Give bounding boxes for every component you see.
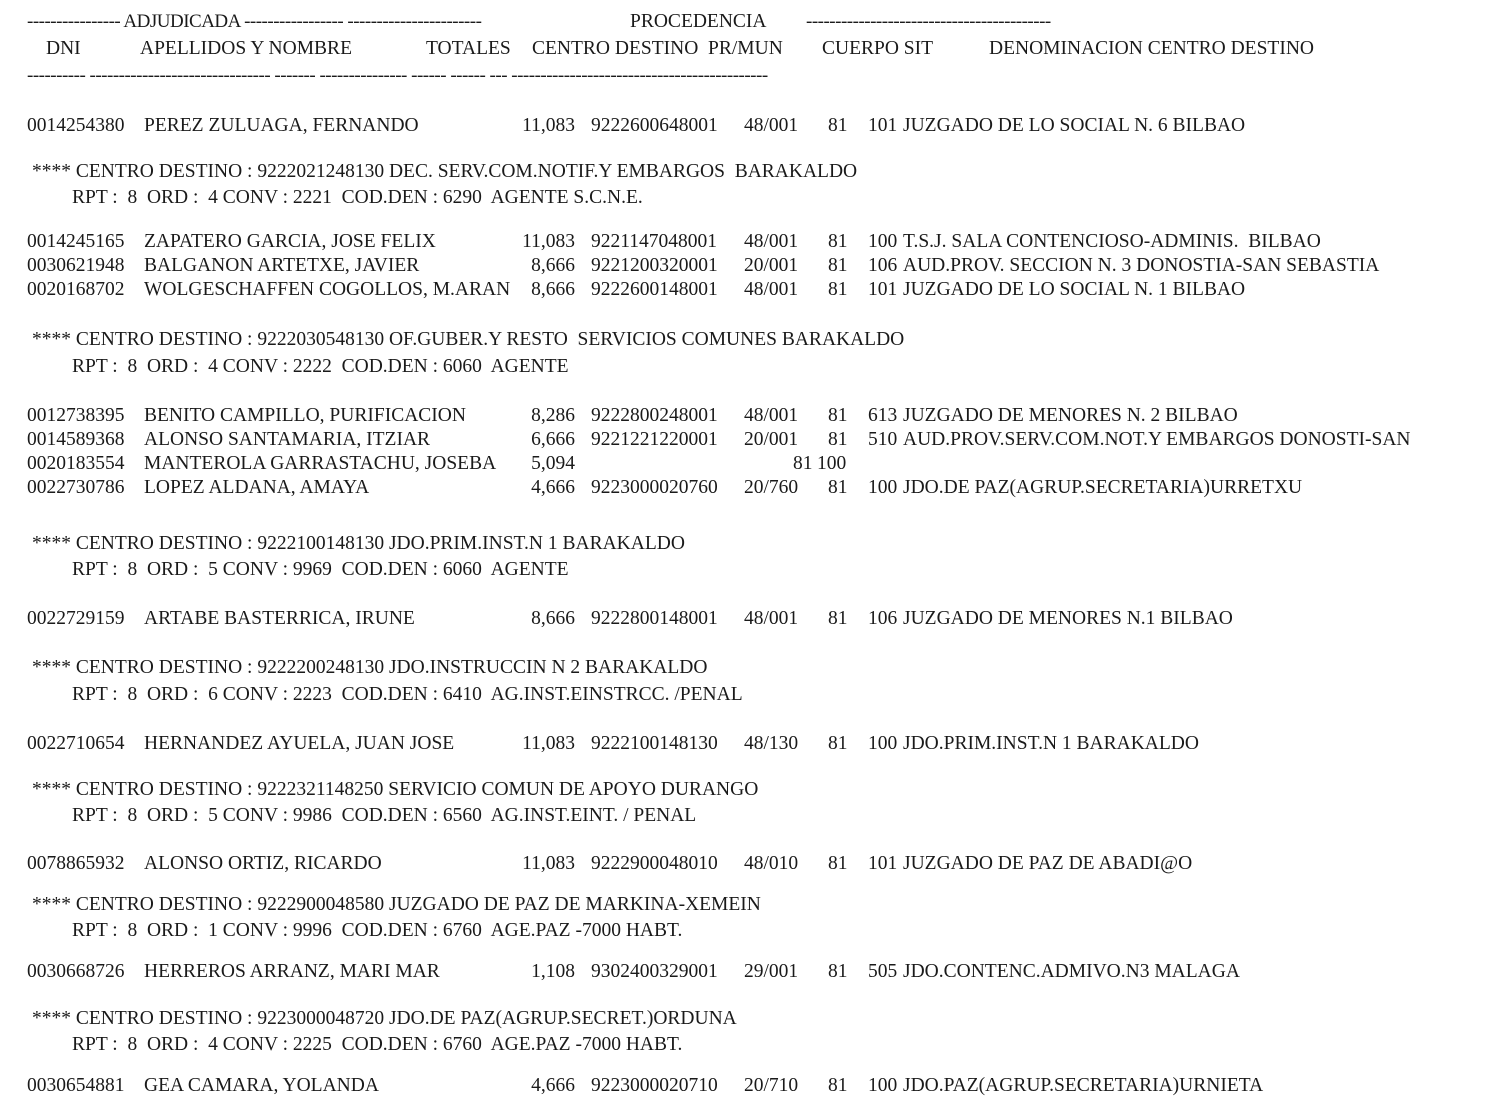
row-totales: 11,083 [522, 231, 575, 252]
row-sit: 100 [868, 477, 898, 498]
row-sit: 100 [868, 231, 898, 252]
centro-rpt-line: RPT : 8 ORD : 6 CONV : 2223 COD.DEN : 6410 AG.INST.EINSTRCC. /PENAL [72, 684, 743, 705]
row-name: MANTEROLA GARRASTACHU, JOSEBA [144, 453, 497, 474]
centro-destino-line: **** CENTRO DESTINO : 9222321148250 SERVICIO COMUN DE APOYO DURANGO [32, 779, 759, 800]
row-name: HERNANDEZ AYUELA, JUAN JOSE [144, 733, 455, 754]
header-col-dni: DNI [46, 38, 81, 59]
row-cuerpo: 81 [828, 477, 848, 498]
centro-rpt-line: RPT : 8 ORD : 4 CONV : 2225 COD.DEN : 6760 AGE.PAZ -7000 HABT. [72, 1034, 683, 1055]
centro-destino-line: **** CENTRO DESTINO : 9222030548130 OF.GUBER.Y RESTO SERVICIOS COMUNES BARAKALDO [32, 329, 905, 350]
row-dni: 0030621948 [27, 255, 125, 276]
row-totales: 8,666 [531, 608, 575, 629]
row-name: ALONSO ORTIZ, RICARDO [144, 853, 382, 874]
row-centro: 9221200320001 [591, 255, 718, 276]
row-name: ARTABE BASTERRICA, IRUNE [144, 608, 415, 629]
row-totales: 8,666 [531, 255, 575, 276]
row-denominacion: T.S.J. SALA CONTENCIOSO-ADMINIS. BILBAO [903, 231, 1321, 252]
row-sit: 106 [868, 608, 898, 629]
row-denominacion: JUZGADO DE LO SOCIAL N. 6 BILBAO [903, 115, 1246, 136]
row-sit: 505 [868, 961, 898, 982]
row-totales: 11,083 [522, 853, 575, 874]
row-centro: 9223000020760 [591, 477, 718, 498]
row-totales: 1,108 [531, 961, 575, 982]
header-col-name: APELLIDOS Y NOMBRE [140, 38, 352, 59]
row-sit: 106 [868, 255, 898, 276]
row-sit: 510 [868, 429, 898, 450]
row-sit: 101 [868, 853, 898, 874]
row-name: BALGANON ARTETXE, JAVIER [144, 255, 420, 276]
row-denominacion: AUD.PROV.SERV.COM.NOT.Y EMBARGOS DONOSTI-SAN [903, 429, 1411, 450]
centro-rpt-line: RPT : 8 ORD : 4 CONV : 2222 COD.DEN : 6060 AGENTE [72, 356, 569, 377]
row-prmun: 20/760 [744, 477, 799, 498]
row-name: LOPEZ ALDANA, AMAYA [144, 477, 370, 498]
row-denominacion: JDO.PRIM.INST.N 1 BARAKALDO [903, 733, 1199, 754]
row-cuerpo: 81 [828, 853, 848, 874]
centro-destino-line: **** CENTRO DESTINO : 9222100148130 JDO.PRIM.INST.N 1 BARAKALDO [32, 533, 685, 554]
row-denominacion: JDO.PAZ(AGRUP.SECRETARIA)URNIETA [903, 1075, 1264, 1096]
centro-destino-line: **** CENTRO DESTINO : 9222900048580 JUZGADO DE PAZ DE MARKINA-XEMEIN [32, 894, 761, 915]
row-cuerpo: 81 [828, 405, 848, 426]
row-sit: 613 [868, 405, 898, 426]
row-denominacion: JDO.DE PAZ(AGRUP.SECRETARIA)URRETXU [903, 477, 1303, 498]
centro-destino-line: **** CENTRO DESTINO : 9222021248130 DEC. SERV.COM.NOTIF.Y EMBARGOS BARAKALDO [32, 161, 858, 182]
row-totales: 4,666 [531, 1075, 575, 1096]
row-denominacion: JUZGADO DE PAZ DE ABADI@O [903, 853, 1193, 874]
row-prmun: 20/710 [744, 1075, 799, 1096]
row-dni: 0030668726 [27, 961, 125, 982]
row-totales: 6,666 [531, 429, 575, 450]
row-denominacion: JDO.CONTENC.ADMIVO.N3 MALAGA [903, 961, 1240, 982]
header-group-right: ------------------------------------------ [806, 11, 1051, 32]
row-dni: 0030654881 [27, 1075, 125, 1096]
row-cuerpo: 81 [828, 115, 848, 136]
header-col-denominacion: DENOMINACION CENTRO DESTINO [989, 38, 1314, 59]
row-cuerpo: 81 [793, 453, 813, 474]
row-centro: 9222800148001 [591, 608, 718, 629]
row-cuerpo: 81 [828, 961, 848, 982]
header-group-left: ---------------- ADJUDICADA ----------------- ----------------------- [27, 11, 482, 32]
row-prmun: 48/001 [744, 608, 799, 629]
row-centro: 9223000020710 [591, 1075, 718, 1096]
row-dni: 0078865932 [27, 853, 125, 874]
header-col-cuerpo-sit: CUERPO SIT [822, 38, 934, 59]
row-centro: 9221221220001 [591, 429, 718, 450]
row-name: ALONSO SANTAMARIA, ITZIAR [144, 429, 431, 450]
row-totales: 4,666 [531, 477, 575, 498]
row-centro: 9221147048001 [591, 231, 718, 252]
centro-rpt-line: RPT : 8 ORD : 5 CONV : 9986 COD.DEN : 6560 AG.INST.EINT. / PENAL [72, 805, 697, 826]
row-denominacion: JUZGADO DE MENORES N. 2 BILBAO [903, 405, 1238, 426]
row-totales: 5,094 [531, 453, 575, 474]
row-denominacion: AUD.PROV. SECCION N. 3 DONOSTIA-SAN SEBASTIA [903, 255, 1380, 276]
row-sit: 100 [868, 1075, 898, 1096]
row-name: HERREROS ARRANZ, MARI MAR [144, 961, 440, 982]
row-dni: 0014589368 [27, 429, 125, 450]
row-cuerpo: 81 [828, 733, 848, 754]
row-prmun: 48/001 [744, 115, 799, 136]
row-dni: 0014245165 [27, 231, 125, 252]
row-centro: 9222600648001 [591, 115, 718, 136]
row-name: WOLGESCHAFFEN COGOLLOS, M.ARAN [144, 279, 511, 300]
row-prmun: 20/001 [744, 429, 799, 450]
row-dni: 0022710654 [27, 733, 125, 754]
row-centro: 9222900048010 [591, 853, 718, 874]
row-cuerpo: 81 [828, 1075, 848, 1096]
row-denominacion: JUZGADO DE MENORES N.1 BILBAO [903, 608, 1233, 629]
row-cuerpo: 81 [828, 255, 848, 276]
row-sit: 101 [868, 279, 898, 300]
row-totales: 8,286 [531, 405, 575, 426]
row-name: BENITO CAMPILLO, PURIFICACION [144, 405, 466, 426]
header-group-procedencia: PROCEDENCIA [630, 11, 767, 32]
row-name: GEA CAMARA, YOLANDA [144, 1075, 379, 1096]
row-prmun: 48/001 [744, 405, 799, 426]
row-cuerpo: 81 [828, 608, 848, 629]
row-prmun: 48/130 [744, 733, 799, 754]
row-cuerpo: 81 [828, 429, 848, 450]
centro-destino-line: **** CENTRO DESTINO : 9222200248130 JDO.INSTRUCCIN N 2 BARAKALDO [32, 657, 708, 678]
row-totales: 11,083 [522, 733, 575, 754]
row-totales: 11,083 [522, 115, 575, 136]
row-dni: 0020168702 [27, 279, 125, 300]
row-sit: 100 [868, 733, 898, 754]
row-dni: 0022730786 [27, 477, 125, 498]
header-col-totales: TOTALES [426, 38, 511, 59]
centro-rpt-line: RPT : 8 ORD : 4 CONV : 2221 COD.DEN : 6290 AGENTE S.C.N.E. [72, 187, 643, 208]
row-prmun: 48/010 [744, 853, 799, 874]
row-name: PEREZ ZULUAGA, FERNANDO [144, 115, 419, 136]
centro-rpt-line: RPT : 8 ORD : 5 CONV : 9969 COD.DEN : 6060 AGENTE [72, 559, 569, 580]
row-denominacion: JUZGADO DE LO SOCIAL N. 1 BILBAO [903, 279, 1246, 300]
row-cuerpo: 81 [828, 231, 848, 252]
row-prmun: 29/001 [744, 961, 799, 982]
header-col-centro-prmun: CENTRO DESTINO PR/MUN [532, 38, 783, 59]
row-centro: 9222800248001 [591, 405, 718, 426]
row-prmun: 20/001 [744, 255, 799, 276]
row-dni: 0012738395 [27, 405, 125, 426]
row-totales: 8,666 [531, 279, 575, 300]
row-dni: 0020183554 [27, 453, 125, 474]
row-sit: 100 [817, 453, 847, 474]
row-name: ZAPATERO GARCIA, JOSE FELIX [144, 231, 436, 252]
row-sit: 101 [868, 115, 898, 136]
row-centro: 9222100148130 [591, 733, 718, 754]
row-cuerpo: 81 [828, 279, 848, 300]
header-separator: ---------- ------------------------------- ------- --------------- ------ ------ --- -------------------------------------------- [27, 65, 768, 86]
row-prmun: 48/001 [744, 279, 799, 300]
centro-rpt-line: RPT : 8 ORD : 1 CONV : 9996 COD.DEN : 6760 AGE.PAZ -7000 HABT. [72, 920, 683, 941]
row-prmun: 48/001 [744, 231, 799, 252]
centro-destino-line: **** CENTRO DESTINO : 9223000048720 JDO.DE PAZ(AGRUP.SECRET.)ORDUNA [32, 1008, 737, 1029]
row-centro: 9302400329001 [591, 961, 718, 982]
row-centro: 9222600148001 [591, 279, 718, 300]
row-dni: 0022729159 [27, 608, 125, 629]
row-dni: 0014254380 [27, 115, 125, 136]
